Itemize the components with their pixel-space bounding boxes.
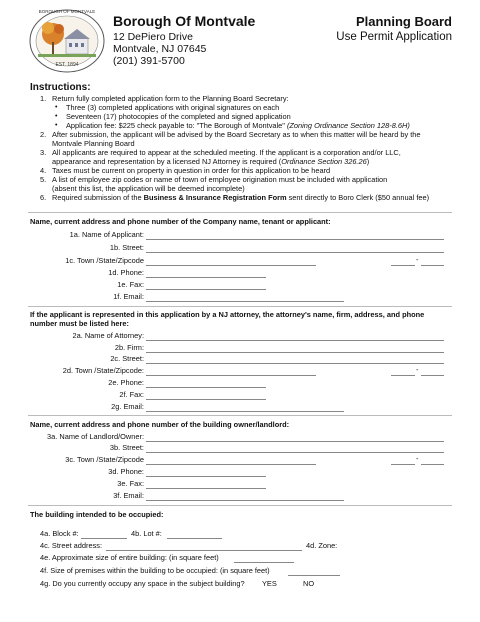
owner-name-label: 3a. Name of Landlord/Owner: (47, 432, 144, 441)
street-address-field[interactable] (106, 550, 302, 551)
instruction-text: Taxes must be current on property in question in order for this application to be heard (52, 166, 331, 175)
occupy-yes-option[interactable]: YES (262, 579, 277, 588)
attorney-name-label: 2a. Name of Attorney: (72, 331, 144, 340)
attorney-firm-field[interactable] (146, 352, 444, 353)
instruction-number: 2. (40, 130, 47, 139)
owner-street-field[interactable] (146, 452, 444, 453)
owner-town-field[interactable] (146, 464, 316, 465)
lot-label: 4b. Lot #: (131, 529, 162, 538)
applicant-email-label: 1f. Email: (113, 292, 144, 301)
form-title: Use Permit Application (336, 31, 452, 43)
applicant-zip-field[interactable] (391, 265, 415, 266)
applicant-email-field[interactable] (146, 301, 344, 302)
occupy-question: 4g. Do you currently occupy any space in the subject building? (40, 579, 245, 588)
attorney-fax-field[interactable] (146, 399, 266, 400)
owner-zip4-field[interactable] (421, 464, 444, 465)
instruction-text: Return fully completed application form to the Planning Board Secretary: (52, 94, 289, 103)
instruction-text-cont (52, 157, 369, 166)
section-divider (28, 415, 452, 416)
block-label: 4a. Block #: (40, 529, 79, 538)
ordinance-reference: (Zoning Ordinance Section 128-8.6H) (286, 121, 410, 130)
instruction-number: 4. (40, 166, 47, 175)
applicant-name-field[interactable] (146, 239, 444, 240)
attorney-firm-label: 2b. Firm: (114, 343, 144, 352)
applicant-phone-field[interactable] (146, 277, 266, 278)
street-address-label: 4c. Street address: (40, 541, 103, 550)
section-divider (28, 505, 452, 506)
instruction-text-cont: (absent this list, the application will be deemed incomplete) (52, 184, 245, 193)
owner-town-label: 3c. Town /State/Zipcode (65, 455, 144, 464)
ordinance-reference: Ordinance Section 326.26 (281, 157, 367, 166)
bullet-icon: • (55, 113, 58, 120)
attorney-phone-field[interactable] (146, 387, 266, 388)
owner-fax-field[interactable] (146, 488, 266, 489)
municipality-name: Borough Of Montvale (113, 13, 256, 29)
section1-heading: Name, current address and phone number of the Company name, tenant or applicant: (30, 217, 331, 226)
zone-label: 4d. Zone: (306, 541, 338, 550)
applicant-town-label: 1c. Town /State/Zipcode (65, 256, 144, 265)
zip-dash: - (416, 365, 419, 374)
attorney-fax-label: 2f. Fax: (119, 390, 144, 399)
attorney-email-label: 2g. Email: (111, 402, 144, 411)
applicant-fax-label: 1e. Fax: (117, 280, 144, 289)
attorney-text: appearance and representation by a licensed NJ Attorney is required ( (52, 157, 282, 166)
fee-text: Application fee: $225 check payable to: "The Borough of Montvale" (66, 121, 287, 130)
instruction-text-cont: Montvale Planning Board (52, 139, 135, 148)
premises-size-label: 4f. Size of premises within the building to be occupied: (in square feet) (40, 566, 270, 575)
zip-dash: - (416, 255, 419, 264)
applicant-name-label: 1a. Name of Applicant: (69, 230, 144, 239)
instructions-title: Instructions: (30, 82, 91, 93)
applicant-street-field[interactable] (146, 252, 444, 253)
owner-phone-label: 3d. Phone: (108, 467, 144, 476)
address-line-1: 12 DePiero Drive (113, 31, 193, 43)
occupy-no-option[interactable]: NO (303, 579, 315, 588)
attorney-phone-label: 2e. Phone: (108, 378, 144, 387)
owner-email-field[interactable] (146, 500, 344, 501)
owner-email-label: 3f. Email: (113, 491, 144, 500)
instruction-text: All applicants are required to appear at the scheduled meeting. If the applicant is a corporation and/or LLC, (52, 148, 401, 157)
owner-fax-label: 3e. Fax: (117, 479, 144, 488)
section4-heading: The building intended to be occupied: (30, 510, 164, 519)
applicant-phone-label: 1d. Phone: (108, 268, 144, 277)
section-divider (28, 212, 452, 213)
instruction-bullet (66, 121, 410, 130)
attorney-street-label: 2c. Street: (110, 354, 144, 363)
instruction-text: A list of employee zip codes or name of town of employee origination must be included with application (52, 175, 388, 184)
attorney-town-label: 2d. Town /State/Zipcode: (62, 366, 144, 375)
instruction-number: 1. (40, 94, 47, 103)
owner-phone-field[interactable] (146, 476, 266, 477)
section2-heading-line1: If the applicant is represented in this application by a NJ attorney, the attorney's name, firm, address, and phone (30, 310, 425, 319)
instruction-text (52, 193, 429, 202)
lot-field[interactable] (167, 538, 222, 539)
registration-form-name: Business & Insurance Registration Form (143, 193, 287, 202)
fee-note: sent directly to Boro Clerk ($50 annual fee) (286, 193, 430, 202)
applicant-town-field[interactable] (146, 265, 316, 266)
bullet-icon: • (55, 122, 58, 129)
close-paren: ) (366, 157, 370, 166)
address-line-2: Montvale, NJ 07645 (113, 43, 207, 55)
attorney-street-field[interactable] (146, 363, 444, 364)
premises-size-field[interactable] (288, 575, 340, 576)
instruction-bullet: Three (3) completed applications with original signatures on each (66, 103, 280, 112)
attorney-town-field[interactable] (146, 375, 316, 376)
owner-zip-field[interactable] (391, 464, 415, 465)
applicant-zip4-field[interactable] (421, 265, 444, 266)
zip-dash: - (416, 454, 419, 463)
applicant-street-label: 1b. Street: (109, 243, 144, 252)
seal-top-text: BOROUGH OF MONTVALE (38, 9, 96, 14)
instruction-number: 3. (40, 148, 47, 157)
instruction-number: 5. (40, 175, 47, 184)
submission-text: Required submission of the (52, 193, 144, 202)
borough-seal-logo (28, 8, 106, 74)
seal-est-text: EST. 1894 (55, 62, 79, 68)
instruction-bullet: Seventeen (17) photocopies of the completed and signed application (66, 112, 291, 121)
instruction-number: 6. (40, 193, 47, 202)
building-size-label: 4e. Approximate size of entire building: (in square feet) (40, 553, 219, 562)
attorney-zip4-field[interactable] (421, 375, 444, 376)
bullet-icon: • (55, 104, 58, 111)
owner-street-label: 3b. Street: (109, 443, 144, 452)
owner-name-field[interactable] (146, 441, 444, 442)
attorney-zip-field[interactable] (391, 375, 415, 376)
attorney-email-field[interactable] (146, 411, 344, 412)
building-size-field[interactable] (234, 562, 294, 563)
section-divider (28, 306, 452, 307)
phone-number: (201) 391-5700 (113, 55, 185, 67)
applicant-fax-field[interactable] (146, 289, 266, 290)
attorney-name-field[interactable] (146, 340, 444, 341)
block-field[interactable] (81, 538, 127, 539)
board-name: Planning Board (355, 14, 452, 29)
section2-heading-line2: number must be listed here: (30, 319, 129, 328)
instruction-text: After submission, the applicant will be advised by the Board Secretary as to when this matter will be heard by the (52, 130, 421, 139)
section3-heading: Name, current address and phone number of the building owner/landlord: (30, 420, 290, 429)
